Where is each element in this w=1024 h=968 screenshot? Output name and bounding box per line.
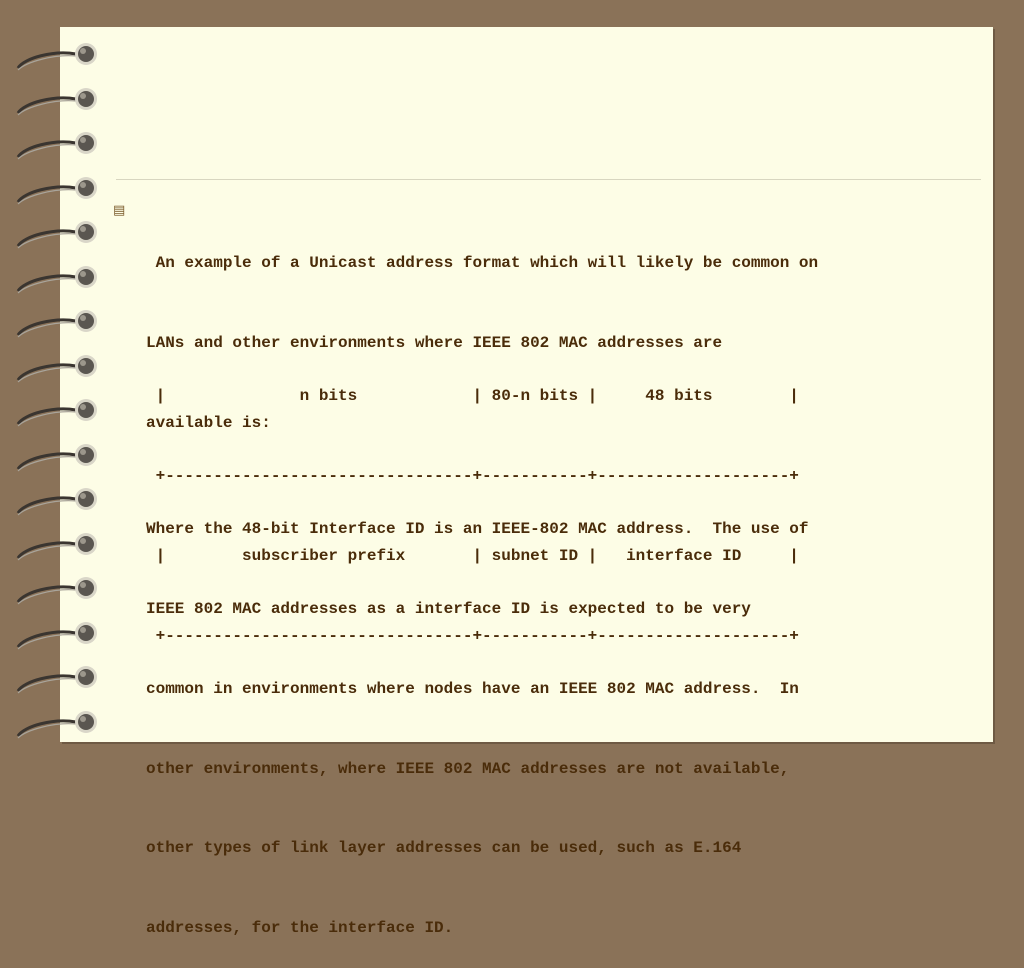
diagram-line: | n bits | 80-n bits | 48 bits | [146,387,799,406]
diagram-line: +--------------------------------+-----------+--------------------+ [146,466,799,485]
spiral-binding-icon [14,708,104,744]
spiral-binding-icon [14,85,104,121]
spiral-binding-icon [14,307,104,343]
spiral-binding-icon [14,619,104,655]
spiral-binding-icon [14,129,104,165]
spiral-binding-icon [14,40,104,76]
header-divider [116,179,981,180]
diagram-line: +--------------------------------+-----------+--------------------+ [146,626,799,645]
body-paragraph [146,463,809,968]
spiral-binding-icon [14,396,104,432]
body-line: other environments, where IEEE 802 MAC addresses are not available, [146,759,790,778]
intro-line: available is: [146,413,271,432]
body-line: other types of link layer addresses can be used, such as E.164 [146,839,742,858]
spiral-binding-icon [14,530,104,566]
intro-line: An example of a Unicast address format which will likely be common on [146,254,819,273]
spiral-binding-icon [14,485,104,521]
intro-line: LANs and other environments where IEEE 802 MAC addresses are [146,333,723,352]
spiral-binding-icon [14,263,104,299]
spiral-binding-icon [14,574,104,610]
body-line: IEEE 802 MAC addresses as a interface ID is expected to be very [146,599,751,618]
body-line: addresses, for the interface ID. [146,919,454,938]
body-line: Where the 48-bit Interface ID is an IEEE-802 MAC address. The use of [146,520,809,539]
spiral-binding-icon [14,441,104,477]
diagram-line: | subscriber prefix | subnet ID | interface ID | [146,546,799,565]
body-line: common in environments where nodes have an IEEE 802 MAC address. In [146,679,799,698]
bullet-icon: ▤ [113,203,126,218]
spiral-binding-icon [14,352,104,388]
spiral-binding-icon [14,663,104,699]
spiral-binding-icon [14,174,104,210]
spiral-binding-icon [14,218,104,254]
